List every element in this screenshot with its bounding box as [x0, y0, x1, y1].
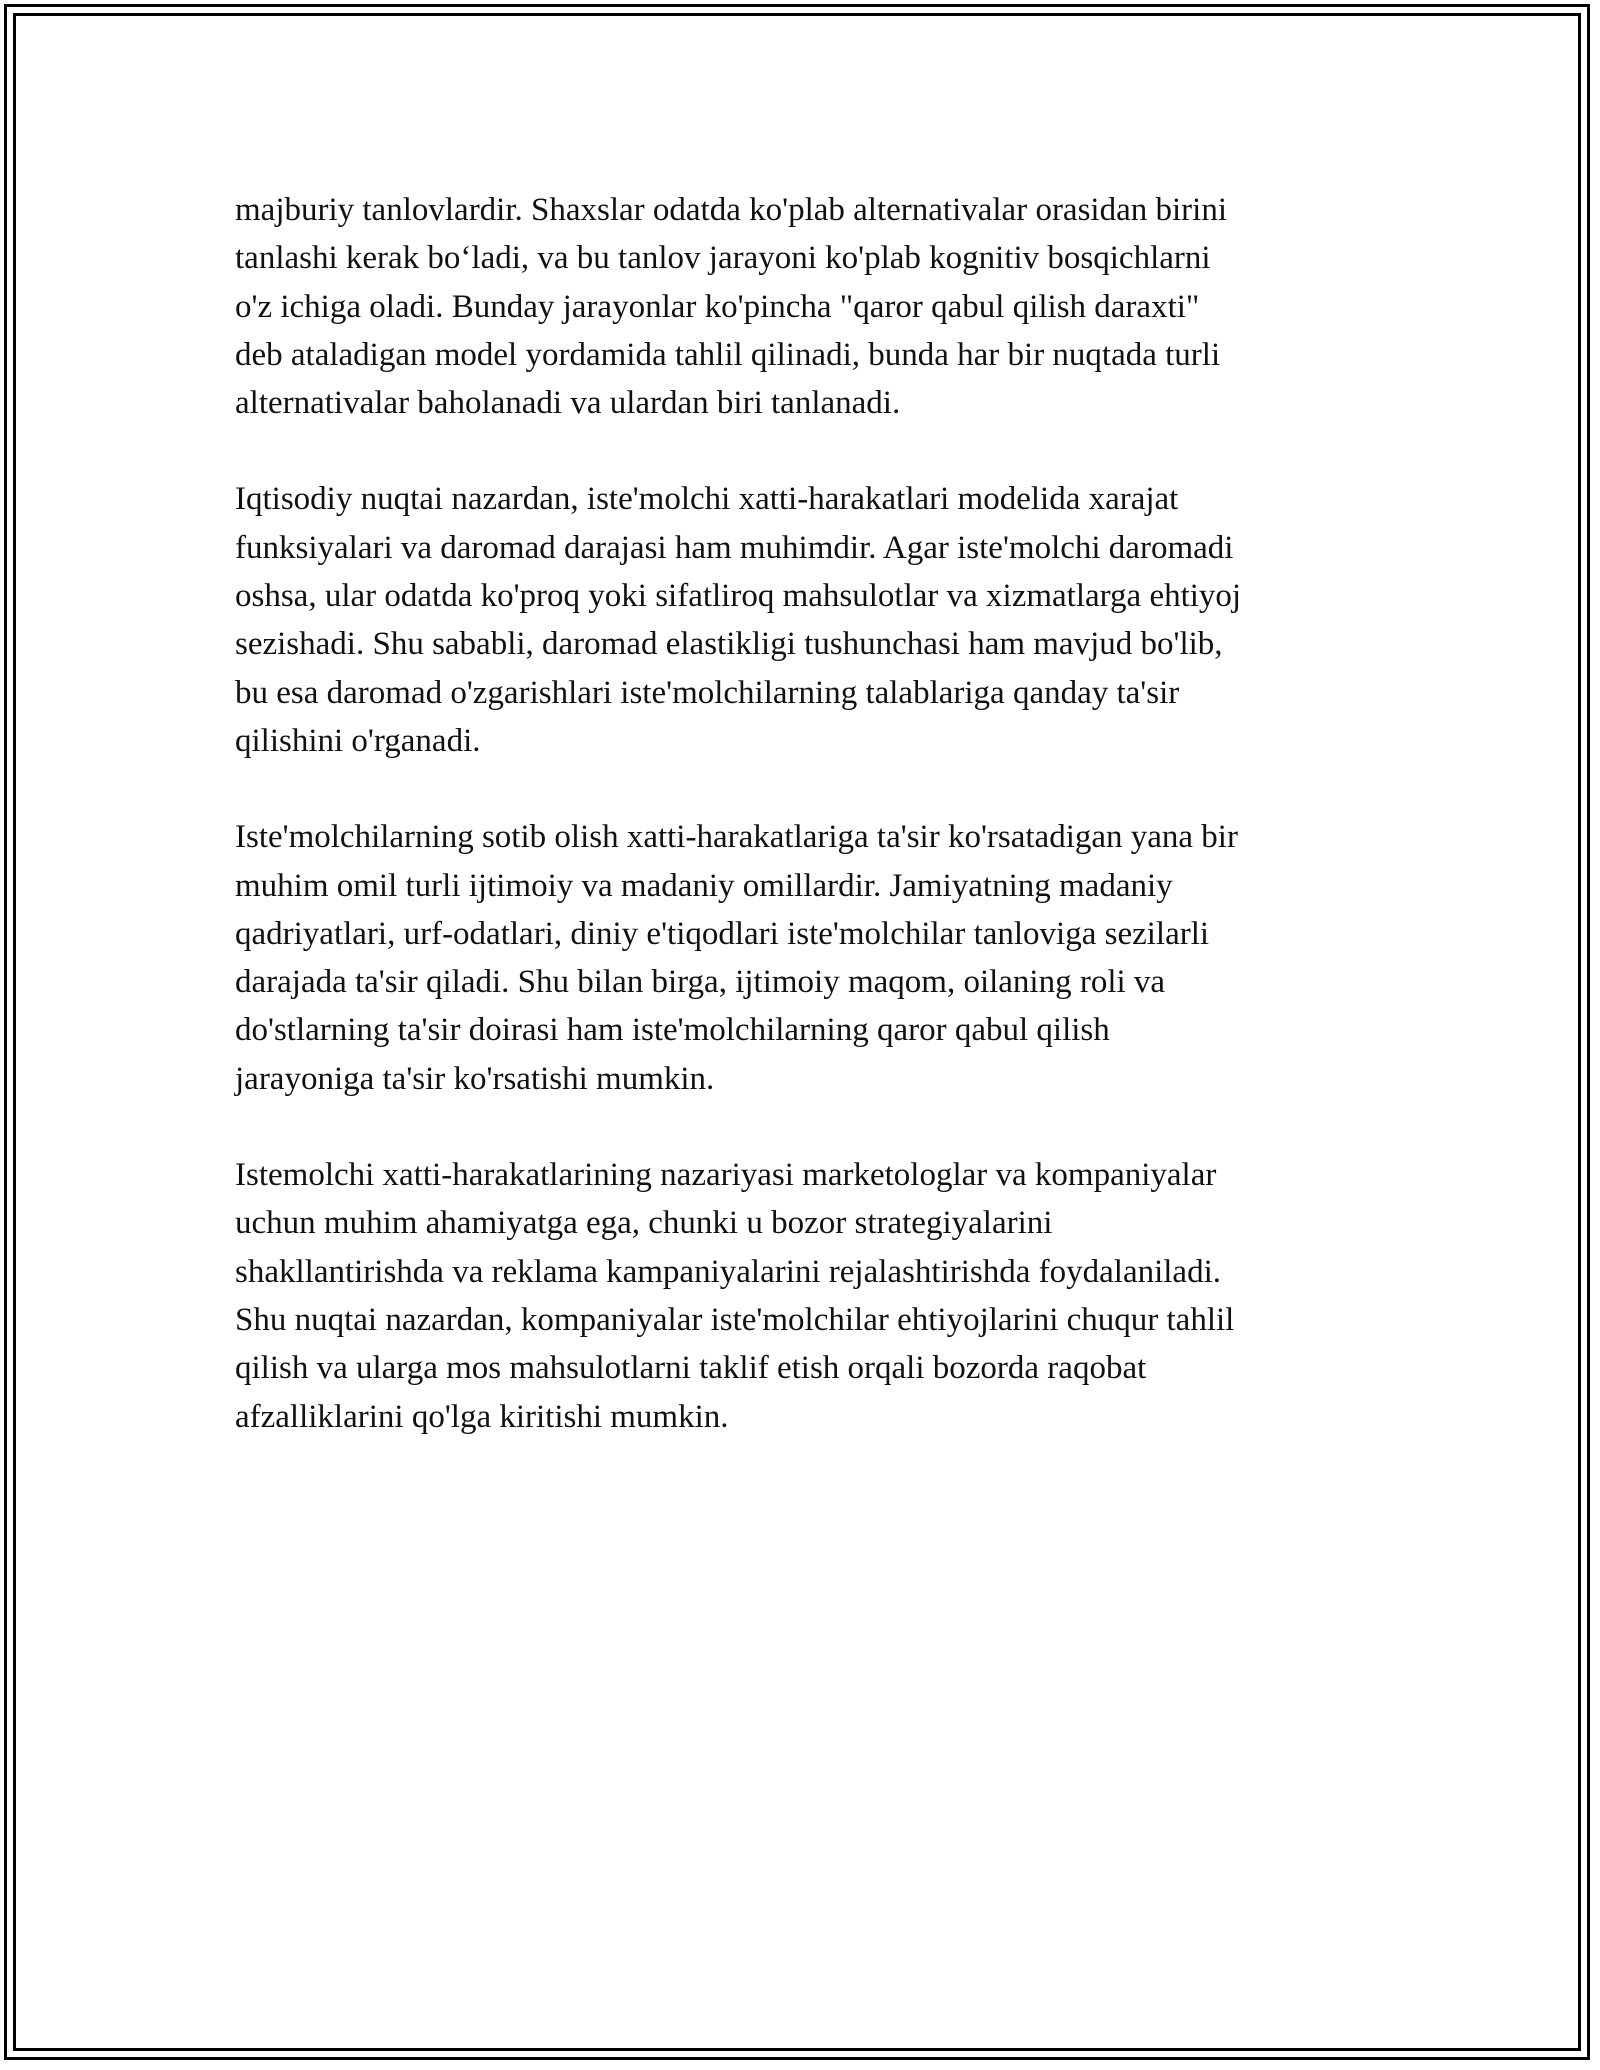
- paragraph-line: Iste'molchilarning sotib olish xatti-harakatlariga ta'sir ko'rsatadigan yana bir: [235, 819, 1238, 856]
- paragraph-line: qilish va ularga mos mahsulotlarni taklif etish orqali bozorda raqobat: [235, 1350, 1147, 1387]
- paragraph-line: tanlashi kerak bo‘ladi, va bu tanlov jarayoni ko'plab kognitiv bosqichlarni: [235, 240, 1211, 277]
- paragraph-line: o'z ichiga oladi. Bunday jarayonlar ko'pincha "qaror qabul qilish daraxti": [235, 288, 1200, 325]
- paragraph-1: [235, 186, 1375, 427]
- paragraph-line: afzalliklarini qo'lga kiritishi mumkin.: [235, 1398, 729, 1435]
- paragraph-line: uchun muhim ahamiyatga ega, chunki u bozor strategiyalarini: [235, 1205, 1053, 1242]
- paragraph-line: Istemolchi xatti-harakatlarining nazariyasi marketologlar va kompaniyalar: [235, 1157, 1217, 1194]
- paragraph-line: Shu nuqtai nazardan, kompaniyalar iste'molchilar ehtiyojlarini chuqur tahlil: [235, 1301, 1235, 1338]
- paragraph-line: do'stlarning ta'sir doirasi ham iste'molchilarning qaror qabul qilish: [235, 1012, 1110, 1049]
- paragraph-line: Iqtisodiy nuqtai nazardan, iste'molchi xatti-harakatlari modelida xarajat: [235, 481, 1179, 518]
- paragraph-line: darajada ta'sir qiladi. Shu bilan birga, ijtimoiy maqom, oilaning roli va: [235, 964, 1166, 1001]
- document-body: [235, 186, 1375, 1489]
- paragraph-2: [235, 475, 1375, 765]
- paragraph-line: shakllantirishda va reklama kampaniyalarini rejalashtirishda foydalaniladi.: [235, 1253, 1221, 1290]
- paragraph-line: qadriyatlari, urf-odatlari, diniy e'tiqodlari iste'molchilar tanloviga sezilarli: [235, 915, 1210, 952]
- paragraph-3: [235, 813, 1375, 1103]
- paragraph-line: muhim omil turli ijtimoiy va madaniy omillardir. Jamiyatning madaniy: [235, 867, 1173, 904]
- paragraph-line: deb ataladigan model yordamida tahlil qilinadi, bunda har bir nuqtada turli: [235, 336, 1221, 373]
- paragraph-4: [235, 1151, 1375, 1441]
- paragraph-line: oshsa, ular odatda ko'proq yoki sifatliroq mahsulotlar va xizmatlarga ehtiyoj: [235, 578, 1242, 615]
- paragraph-line: majburiy tanlovlardir. Shaxslar odatda ko'plab alternativalar orasidan birini: [235, 192, 1227, 228]
- paragraph-line: sezishadi. Shu sababli, daromad elastikligi tushunchasi ham mavjud bo'lib,: [235, 626, 1223, 663]
- paragraph-line: jarayoniga ta'sir ko'rsatishi mumkin.: [235, 1060, 715, 1097]
- paragraph-line: funksiyalari va daromad darajasi ham muhimdir. Agar iste'molchi daromadi: [235, 529, 1234, 566]
- paragraph-line: alternativalar baholanadi va ulardan biri tanlanadi.: [235, 385, 901, 422]
- paragraph-line: qilishini o'rganadi.: [235, 722, 481, 759]
- paragraph-line: bu esa daromad o'zgarishlari iste'molchilarning talablariga qanday ta'sir: [235, 674, 1180, 711]
